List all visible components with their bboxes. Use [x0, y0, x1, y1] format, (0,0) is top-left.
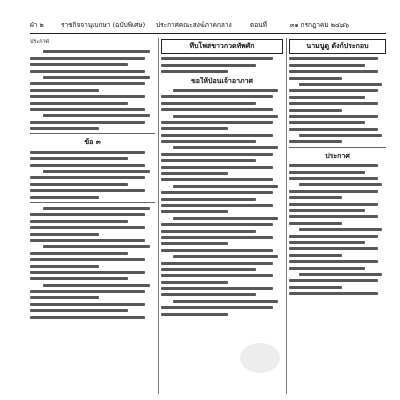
text-line [30, 89, 99, 92]
text-line [30, 303, 145, 306]
text-line [173, 255, 278, 258]
text-line [161, 153, 273, 156]
text-line [30, 70, 145, 73]
text-line [43, 284, 151, 287]
text-line [289, 128, 378, 131]
text-line [173, 185, 278, 188]
text-line [30, 102, 128, 105]
text-line [299, 83, 382, 86]
text-line [289, 57, 378, 60]
text-line [161, 198, 256, 201]
separator [30, 133, 155, 134]
text-line [289, 235, 378, 238]
print-smudge [240, 343, 280, 373]
text-line [30, 226, 145, 229]
text-line [161, 242, 228, 245]
text-line [161, 230, 256, 233]
text-line [161, 210, 228, 213]
text-line [289, 102, 378, 105]
text-line [161, 70, 228, 73]
text-line [43, 170, 151, 173]
text-line [161, 313, 228, 316]
text-line [289, 115, 378, 118]
text-line [43, 76, 151, 79]
text-line [30, 164, 145, 167]
text-line [30, 183, 128, 186]
text-line [43, 245, 151, 248]
text-line [289, 260, 378, 263]
text-line [43, 50, 151, 53]
text-line [30, 316, 145, 319]
text-line [299, 134, 382, 137]
text-line [30, 290, 145, 293]
text-line [161, 274, 273, 277]
separator [289, 147, 386, 148]
middle-column-subtitle: ขอให้ป่อนเจ้าอาภาศ [190, 76, 253, 85]
text-line [30, 258, 145, 261]
right-column-title: นามนูดู ดังก์ประกอบ [289, 39, 386, 54]
text-line [289, 209, 365, 212]
text-line [161, 306, 273, 309]
text-line [289, 196, 342, 199]
text-line [30, 57, 145, 60]
text-line [289, 109, 342, 112]
text-line [299, 183, 382, 186]
separator [30, 202, 155, 203]
text-line [299, 273, 382, 276]
text-line [30, 277, 128, 280]
text-line [30, 63, 128, 66]
middle-column [161, 38, 283, 394]
text-line [30, 309, 128, 312]
text-line [289, 140, 342, 143]
text-line [161, 134, 273, 137]
right-column [289, 38, 386, 394]
text-line [289, 70, 378, 73]
text-line [289, 89, 378, 92]
text-line [161, 249, 273, 252]
text-line [161, 166, 273, 169]
text-line [289, 64, 365, 67]
text-line [43, 114, 151, 117]
text-line [161, 108, 273, 111]
publication-title: ราชกิจจานุเบกษา (ฉบับพิเศษ) [61, 21, 146, 29]
text-line [161, 204, 273, 207]
text-line [30, 239, 145, 242]
text-line [173, 89, 278, 92]
text-line [30, 82, 145, 85]
text-line [30, 265, 99, 268]
text-line [161, 191, 273, 194]
column-rule [158, 38, 159, 394]
text-line [289, 292, 378, 295]
section-label: ตอนที่ [250, 21, 267, 29]
right-column-heading: ประกาศ [325, 151, 350, 160]
running-head: ประกาศคณะสงฆ์ภาคกลาง [156, 21, 232, 29]
text-line [289, 96, 365, 99]
issue-date: ๓๑ กรกฎาคม ๒๔๘๖ [290, 21, 350, 29]
newspaper-page [30, 18, 386, 394]
text-line [161, 223, 273, 226]
text-line [30, 189, 145, 192]
text-line [289, 286, 342, 289]
middle-column-title: ทีบโพสขาวกวดทัพศัก [161, 39, 283, 54]
text-line [161, 268, 256, 271]
text-line [173, 217, 278, 220]
text-line [289, 254, 342, 257]
text-line [30, 95, 145, 98]
text-line [289, 215, 378, 218]
text-line [30, 196, 99, 199]
text-line [161, 102, 256, 105]
page-header [30, 18, 386, 32]
text-line [289, 190, 378, 193]
column-rule [286, 38, 287, 394]
text-line [299, 228, 382, 231]
text-line [161, 140, 256, 143]
text-line [161, 236, 273, 239]
text-line [161, 95, 273, 98]
text-line [289, 177, 378, 180]
text-line [30, 220, 128, 223]
text-line [161, 127, 228, 130]
opening-heading: ประกาศ [30, 39, 49, 45]
text-line [30, 271, 145, 274]
text-line [161, 178, 273, 181]
text-line [173, 115, 278, 118]
text-line [289, 164, 378, 167]
text-line [161, 293, 256, 296]
text-line [30, 157, 128, 160]
text-line [289, 247, 378, 250]
text-line [161, 159, 256, 162]
text-line [161, 172, 228, 175]
page-number: ฝ่า ๒ [30, 21, 44, 29]
text-line [30, 108, 145, 111]
header-rule [30, 33, 386, 34]
text-line [161, 281, 228, 284]
text-line [289, 203, 378, 206]
text-line [30, 213, 145, 216]
text-line [30, 127, 99, 130]
text-line [30, 233, 99, 236]
text-line [161, 64, 256, 67]
text-line [30, 252, 128, 255]
text-line [161, 287, 273, 290]
text-line [289, 121, 365, 124]
text-line [289, 222, 342, 225]
text-line [30, 296, 99, 299]
left-column [30, 38, 155, 394]
text-line [30, 121, 145, 124]
text-line [161, 121, 273, 124]
text-line [289, 279, 378, 282]
text-line [161, 262, 273, 265]
text-line [289, 267, 365, 270]
text-line [30, 176, 145, 179]
text-line [289, 77, 342, 80]
text-line [30, 151, 145, 154]
text-line [43, 207, 151, 210]
text-line [289, 171, 365, 174]
text-line [289, 241, 365, 244]
article-heading: ข้อ ๓ [84, 138, 101, 147]
text-line [173, 146, 278, 149]
text-line [161, 57, 273, 60]
text-line [173, 300, 278, 303]
